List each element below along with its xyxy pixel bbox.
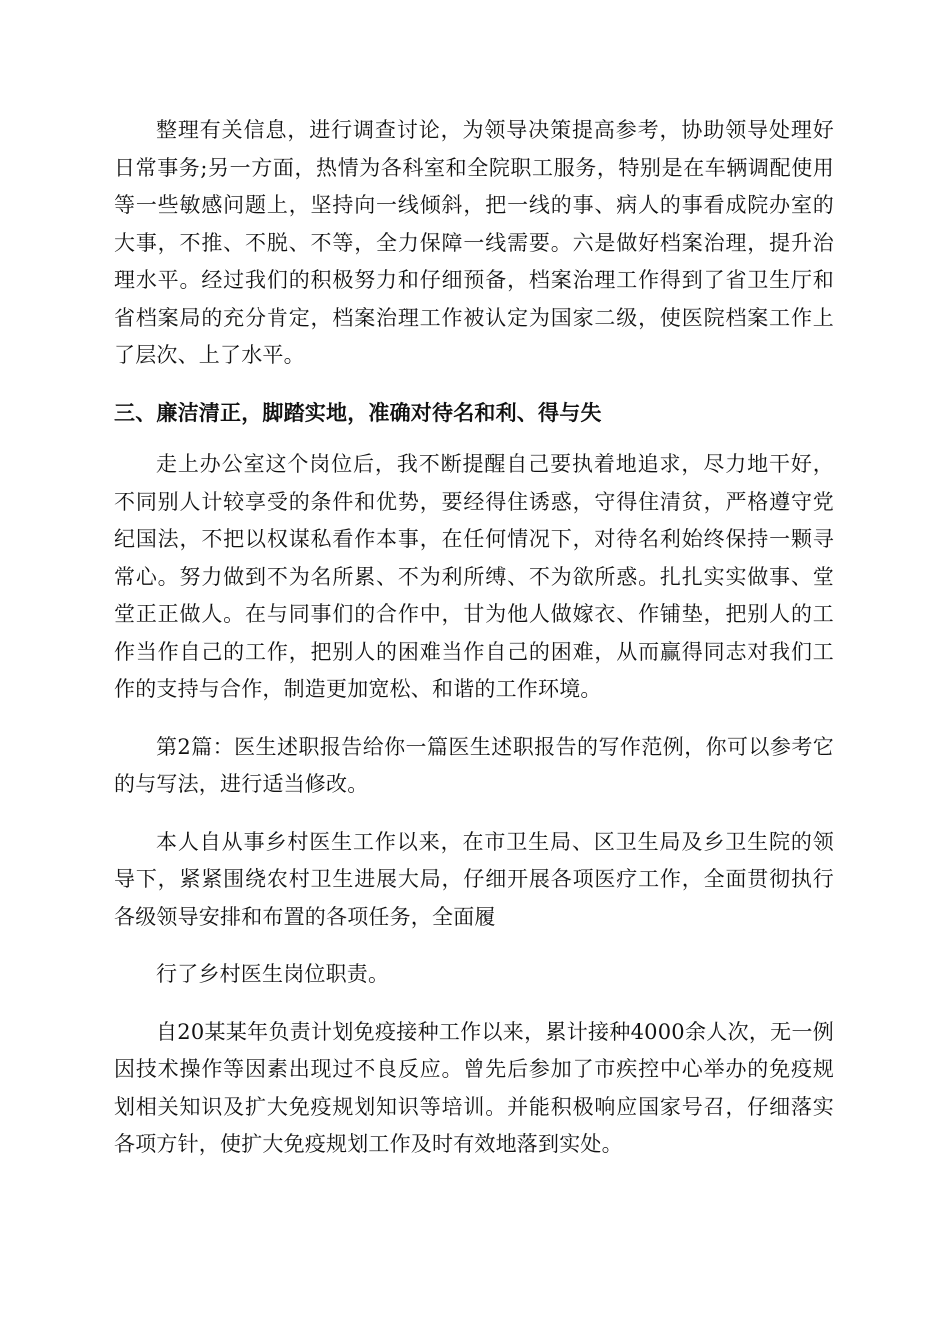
paragraph-immunization: 自20某某年负责计划免疫接种工作以来，累计接种4000余人次，无一例因技术操作等因素出现过不良反应。曾先后参加了市疾控中心举办的免疫规划相关知识及扩大免疫规划知识等培训。并能积极响应国家号召，仔细落实各项方针，使扩大免疫规划工作及时有效地落到实处。 xyxy=(114,1019,834,1156)
paragraph-integrity: 走上办公室这个岗位后，我不断提醒自己要执着地追求，尽力地干好，不同别人计较享受的条件和优势，要经得住诱惑，守得住清贫，严格遵守党纪国法，不把以权谋私看作本事，在任何情况下，对待名利始终保持一颗寻常心。努力做到不为名所累、不为利所缚、不为欲所惑。扎扎实实做事、堂堂正正做人。在与同事们的合作中，甘为他人做嫁衣、作铺垫，把别人的工作当作自己的工作，把别人的困难当作自己的困难，从而赢得同志对我们工作的支持与合作，制造更加宽松、和谐的工作环境。 xyxy=(114,452,834,701)
paragraph-article-2-intro: 第2篇：医生述职报告给你一篇医生述职报告的写作范例，你可以参考它的与写法，进行适当修改。 xyxy=(114,734,834,796)
document-page xyxy=(114,112,834,1164)
paragraph-office-duties: 整理有关信息，进行调查讨论，为领导决策提高参考，协助领导处理好日常事务;另一方面，热情为各科室和全院职工服务，特别是在车辆调配使用等一些敏感问题上，坚持向一线倾斜，把一线的事、病人的事看成院办室的大事，不推、不脱、不等，全力保障一线需要。六是做好档案治理，提升治理水平。经过我们的积极努力和仔细预备，档案治理工作得到了省卫生厅和省档案局的充分肯定，档案治理工作被认定为国家二级，使医院档案工作上了层次、上了水平。 xyxy=(114,118,834,367)
paragraph-duties-continued: 行了乡村医生岗位职责。 xyxy=(156,962,390,986)
paragraph-village-doctor: 本人自从事乡村医生工作以来，在市卫生局、区卫生局及乡卫生院的领导下，紧紧围绕农村卫生进展大局，仔细开展各项医疗工作，全面贯彻执行各级领导安排和布置的各项任务，全面履 xyxy=(114,829,834,929)
section-heading-3: 三、廉洁清正，脚踏实地，准确对待名和利、得与失 xyxy=(114,400,602,425)
